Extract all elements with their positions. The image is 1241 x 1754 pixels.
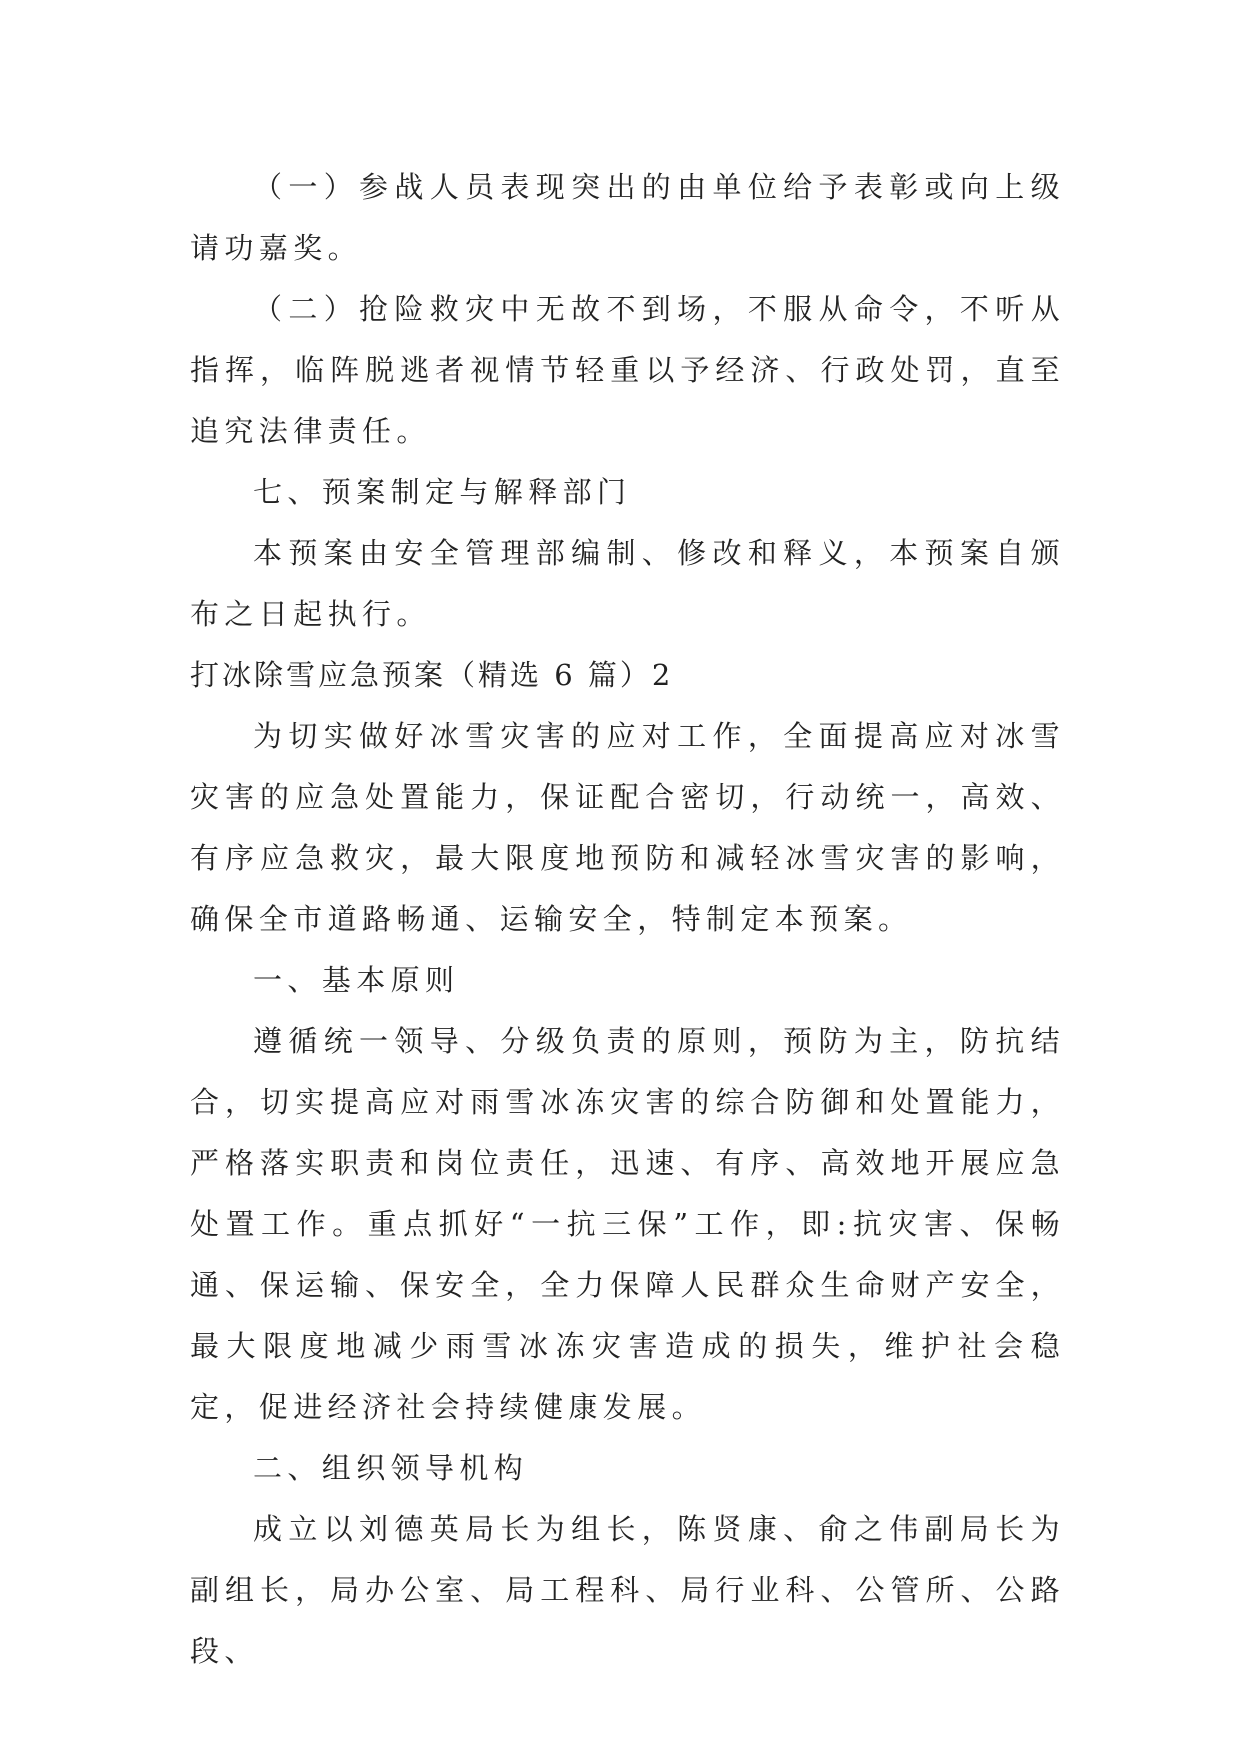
paragraph-penalty: （二）抢险救灾中无故不到场，不服从命令，不听从指挥，临阵脱逃者视情节轻重以予经济、行政处罚，直至追究法律责任。 — [190, 292, 1065, 448]
section-heading-two: 二、组织领导机构 — [253, 1451, 529, 1485]
paragraph-organization: 成立以刘德英局长为组长，陈贤康、俞之伟副局长为副组长，局办公室、局工程科、局行业科、公管所、公路段、 — [190, 1512, 1065, 1668]
paragraph-introduction: 为切实做好冰雪灾害的应对工作，全面提高应对冰雪灾害的应急处置能力，保证配合密切，行动统一，高效、有序应急救灾，最大限度地预防和减轻冰雪灾害的影响，确保全市道路畅通、运输安全，特制定本预案。 — [190, 719, 1065, 936]
section-heading-one: 一、基本原则 — [253, 963, 460, 997]
document-body — [190, 157, 1065, 1682]
paragraph-interpretation: 本预案由安全管理部编制、修改和释义，本预案自颁布之日起执行。 — [190, 536, 1065, 631]
paragraph-basic-principles: 遵循统一领导、分级负责的原则，预防为主，防抗结合，切实提高应对雨雪冰冻灾害的综合防御和处置能力，严格落实职责和岗位责任，迅速、有序、高效地开展应急处置工作。重点抓好“一抗三保”工作，即:抗灾害、保畅通、保运输、保安全，全力保障人民群众生命财产安全，最大限度地减少雨雪冰冻灾害造成的损失，维护社会稳定，促进经济社会持续健康发展。 — [190, 1024, 1065, 1424]
section-heading-seven: 七、预案制定与解释部门 — [253, 475, 632, 509]
paragraph-commendation: （一）参战人员表现突出的由单位给予表彰或向上级请功嘉奖。 — [190, 170, 1065, 265]
document-title: 打冰除雪应急预案（精选 6 篇）2 — [190, 658, 674, 692]
